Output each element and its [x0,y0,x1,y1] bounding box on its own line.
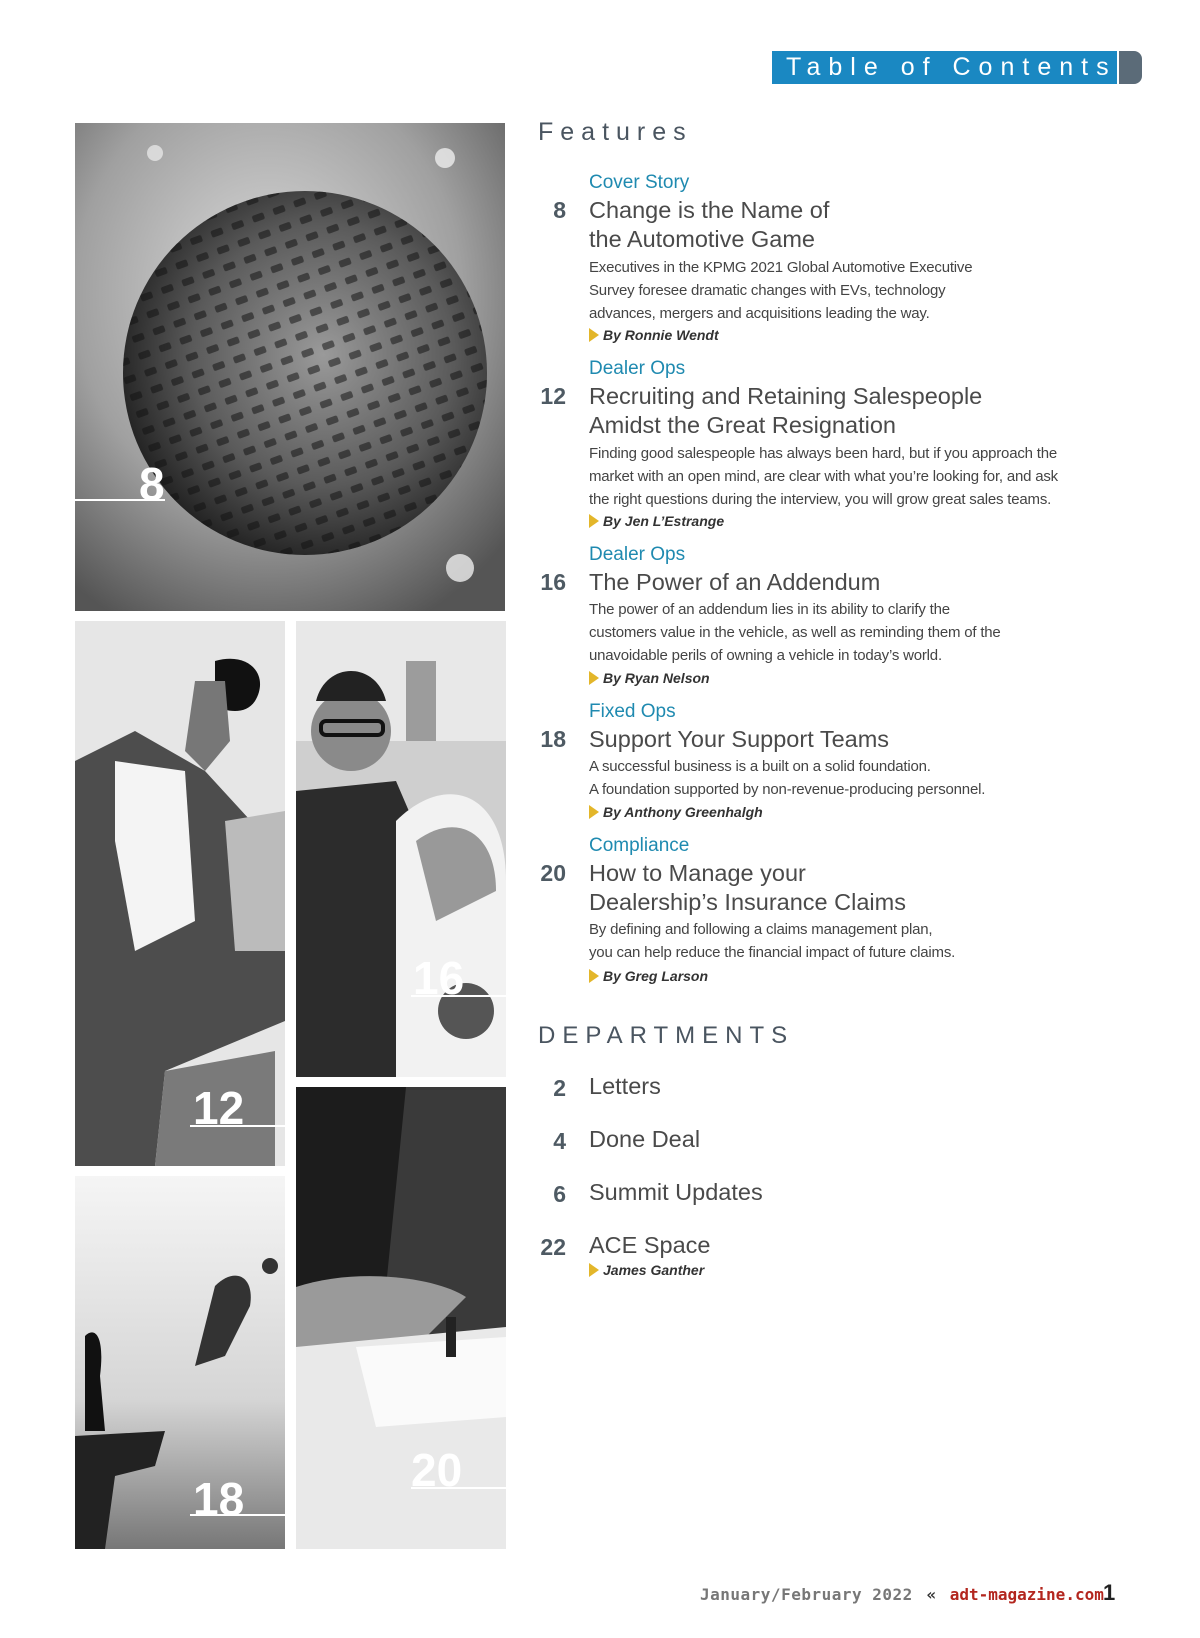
feature-title[interactable]: How to Manage your Dealership’s Insurance Claims [589,860,906,915]
chevron-right-icon [589,805,599,819]
toc-header-tab: Table of Contents [772,51,1117,84]
feature-page-number: 16 [540,569,566,595]
department-entry[interactable] [530,1126,1090,1166]
departments-heading: DEPARTMENTS [538,1022,795,1049]
department-title[interactable]: Summit Updates [589,1179,763,1205]
chevron-right-icon [589,671,599,685]
illustrated-man-image [75,621,285,1166]
feature-page-number: 12 [540,383,566,409]
issue-date: January/February 2022 [700,1585,913,1604]
feature-description: The power of an addendum lies in its ability to clarify the customers value in the vehicle, as well as reminding them of the unavoidable perils of owning a vehicle in today’s world. [589,601,1001,664]
feature-category: Fixed Ops [589,701,676,722]
feature-byline: By Ronnie Wendt [589,327,719,343]
dealer-ops-recruiting-image[interactable] [75,621,285,1166]
chevron-right-icon [589,328,599,342]
feature-category: Dealer Ops [589,358,686,379]
feature-title[interactable]: Recruiting and Retaining Salespeople Amidst the Great Resignation [589,383,983,438]
feature-description: By defining and following a claims management plan, you can help reduce the financial impact of future claims. [589,921,956,961]
cliff-jump-image [75,1176,285,1549]
department-title[interactable]: Done Deal [589,1126,701,1152]
toc-header-tab-cap [1119,51,1142,84]
feature-page-number: 18 [540,726,566,752]
feature-title[interactable]: Change is the Name of the Automotive Game [589,197,830,252]
feature-byline: By Jen L’Estrange [589,513,724,529]
hand-paperwork-image [296,1087,506,1549]
feature-title[interactable]: The Power of an Addendum [589,569,881,595]
cover-story-image[interactable] [75,123,505,611]
image-page-number: 16 [413,952,465,1004]
department-entry[interactable] [530,1179,1090,1219]
image-page-number: 8 [139,458,165,510]
page-number: 1 [1103,1580,1116,1605]
feature-description: Executives in the KPMG 2021 Global Automotive Executive Survey foresee dramatic changes with EVs, technology advances, mergers and acquisitions leading the way. [589,259,973,322]
department-page-number: 22 [540,1234,566,1260]
chevron-right-icon [589,969,599,983]
smiling-salesman-image [296,621,506,1077]
feature-byline: By Ryan Nelson [589,670,710,686]
feature-page-number: 20 [540,860,566,886]
feature-description: Finding good salespeople has always been hard, but if you approach the market with an open mind, are clear with what you’re looking for, and ask the right questions during the interview, you will grow great sales teams. [589,445,1058,508]
department-byline: James Ganther [589,1262,704,1278]
department-entry[interactable] [530,1073,1090,1113]
feature-category: Dealer Ops [589,544,686,565]
department-title[interactable]: Letters [589,1073,661,1099]
image-page-number: 20 [411,1444,463,1496]
feature-page-number: 8 [553,197,566,223]
page-footer [700,1585,1104,1604]
department-page-number: 2 [553,1075,566,1101]
feature-description: A successful business is a built on a solid foundation. A foundation supported by non-revenue-producing personnel. [589,758,986,798]
department-page-number: 6 [553,1181,566,1207]
website-link[interactable]: adt-magazine.com [949,1585,1104,1604]
feature-byline: By Greg Larson [589,968,708,984]
features-heading: Features [538,118,693,146]
chevron-right-icon [589,1263,599,1277]
double-chevron-left-icon: « [926,1585,937,1604]
department-entry[interactable] [530,1232,1090,1278]
feature-category: Cover Story [589,172,690,193]
department-title[interactable]: ACE Space [589,1232,711,1258]
planet-of-cars-image [75,123,505,611]
chevron-right-icon [589,514,599,528]
feature-byline: By Anthony Greenhalgh [589,804,763,820]
feature-title[interactable]: Support Your Support Teams [589,726,890,752]
department-page-number: 4 [553,1128,566,1154]
feature-category: Compliance [589,835,690,856]
fixed-ops-support-image[interactable] [75,1176,285,1549]
compliance-insurance-image[interactable] [296,1087,506,1549]
image-page-number: 18 [193,1473,245,1525]
dealer-ops-addendum-image[interactable] [296,621,506,1077]
image-page-number: 12 [193,1082,245,1134]
